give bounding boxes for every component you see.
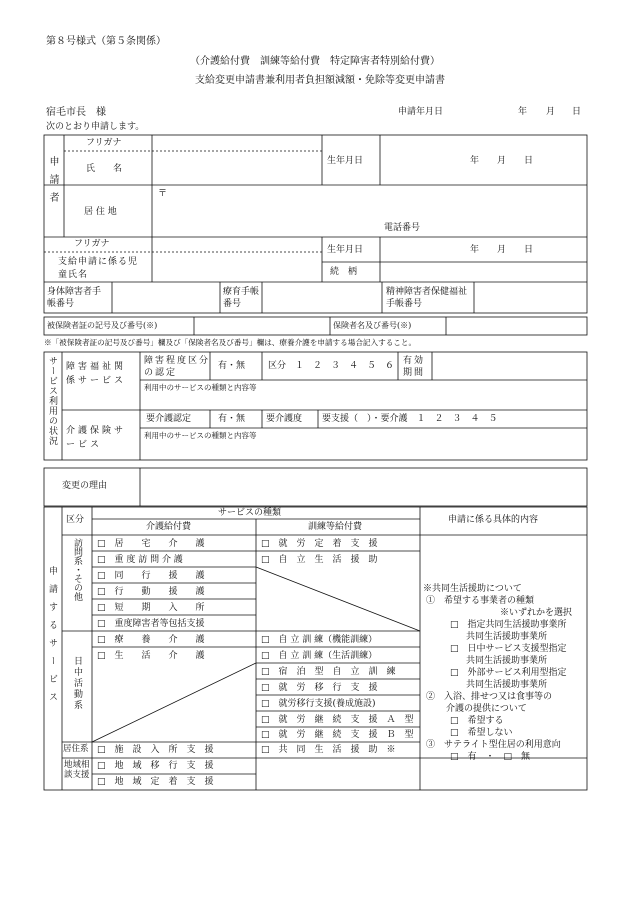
care-yes-no: 有・無 bbox=[218, 414, 246, 424]
day-category: 日中活動系 bbox=[72, 656, 82, 711]
child-birth-value: 年 月 日 bbox=[470, 245, 534, 255]
day-kunren-checkbox-item[interactable]: □ 就 労 継 続 支 援 Ａ 型 bbox=[261, 715, 414, 725]
care-insurance-label: 介護保険サービス bbox=[66, 426, 127, 450]
child-birth-label: 生年月日 bbox=[327, 245, 364, 255]
group-home-option[interactable]: □ 外部サービス利用型指定 bbox=[450, 668, 567, 678]
group-home-note: ② 入浴、排せつ又は食事等の bbox=[426, 692, 553, 702]
form-title: 支給変更申請書兼利用者負担額減額・免除等変更申請書 bbox=[195, 75, 445, 86]
visit-checkbox-item[interactable]: □ 短 期 入 所 bbox=[97, 603, 205, 613]
support-level-values: 要支援（ ）・要介護 １ ２ ３ ４ ５ bbox=[322, 414, 498, 424]
valid-period-label: 有効期間 bbox=[403, 356, 426, 378]
day-kunren-checkbox-item[interactable]: □ 自 立 訓 練（生活訓練） bbox=[261, 651, 378, 661]
child-name-label: 支給申請に係る児童氏名 bbox=[58, 257, 139, 280]
group-home-note: 介護の提供について bbox=[446, 704, 527, 714]
visit-checkbox-item[interactable]: □ 居 宅 介 護 bbox=[97, 539, 205, 549]
kubun-header: 区分 bbox=[66, 515, 85, 525]
child-relation-label: 続 柄 bbox=[330, 267, 358, 277]
group-home-note: ※いずれかを選択 bbox=[500, 608, 573, 618]
day-kunren-checkbox-item[interactable]: □ 就 労 継 続 支 援 Ｂ 型 bbox=[261, 730, 414, 740]
day-kunren-checkbox-item[interactable]: □ 就労移行支援(養成施設) bbox=[261, 699, 376, 709]
date-day: 日 bbox=[572, 107, 582, 117]
mental-card-label: 精神障害者保健福祉手帳番号 bbox=[386, 287, 468, 309]
visit-kunren-checkbox-item[interactable]: □ 自 立 生 活 援 助 bbox=[261, 555, 378, 565]
community-category: 地域相談支援 bbox=[64, 760, 90, 780]
date-year: 年 bbox=[518, 107, 528, 117]
welfare-service-label: 障害福祉関係サービス bbox=[66, 362, 127, 386]
applicant-name-label: 氏 名 bbox=[86, 164, 123, 174]
child-furigana-label: フリガナ bbox=[74, 239, 110, 249]
group-home-option[interactable]: □ 希望する bbox=[450, 716, 504, 726]
day-kunren-checkbox-item[interactable]: □ 宿 泊 型 自 立 訓 練 bbox=[261, 667, 396, 677]
applicant-birth-value: 年 月 日 bbox=[470, 156, 534, 166]
care-level-label: 要介護度 bbox=[266, 414, 303, 424]
applicant-section-label: 申請者 bbox=[47, 156, 58, 210]
postal-mark: 〒 bbox=[158, 189, 168, 199]
insurance-note: ※「被保険者証の記号及び番号」欄及び「保険者名及び番号」欄は、療養介護を申請する場合記入すること。 bbox=[44, 338, 417, 347]
change-reason-label: 変更の理由 bbox=[62, 481, 108, 491]
visit-kunren-checkbox-item[interactable]: □ 就 労 定 着 支 援 bbox=[261, 539, 378, 549]
form-subtitle: （介護給付費 訓練等給付費 特定障害者特別給付費） bbox=[190, 56, 440, 67]
home-checkbox-item[interactable]: □ 施 設 入 所 支 援 bbox=[97, 745, 214, 755]
form-number: 第８号様式（第５条関係） bbox=[46, 36, 166, 47]
disability-level-label: 障害程度区分の認定 bbox=[144, 356, 211, 378]
insurance-number-label: 被保険者証の記号及び番号(※) bbox=[47, 321, 158, 330]
home-category: 居住系 bbox=[63, 744, 89, 754]
visit-checkbox-item[interactable]: □ 同 行 援 護 bbox=[97, 571, 205, 581]
visit-category: 訪問系・その他 bbox=[72, 538, 82, 601]
group-home-note: 共同生活援助事業所 bbox=[466, 632, 548, 642]
group-home-option[interactable]: □ 希望しない bbox=[450, 728, 513, 738]
applicant-birth-label: 生年月日 bbox=[327, 156, 364, 166]
ryoiku-card-label: 療育手帳番号 bbox=[223, 287, 260, 309]
date-month: 月 bbox=[546, 107, 556, 117]
applicant-furigana-label: フリガナ bbox=[86, 138, 122, 148]
kunren-header: 訓練等給付費 bbox=[308, 522, 363, 532]
disability-yes-no: 有・無 bbox=[218, 361, 246, 371]
visit-checkbox-item[interactable]: □ 行 動 援 護 bbox=[97, 587, 205, 597]
physical-card-label: 身体障害者手帳番号 bbox=[47, 287, 102, 309]
group-home-option[interactable]: □ 指定共同生活援助事業所 bbox=[450, 620, 567, 630]
date-label: 申請年月日 bbox=[398, 107, 444, 117]
applicant-address-label: 居 住 地 bbox=[84, 207, 117, 217]
services-section-label: 申請するサービス bbox=[47, 566, 57, 710]
community-checkbox-item[interactable]: □ 地 域 移 行 支 援 bbox=[97, 761, 214, 771]
status-section-label: サービス利用の状況 bbox=[47, 356, 57, 446]
group-home-option[interactable]: □ 有 ・ □ 無 bbox=[450, 752, 531, 762]
group-home-note: 共同生活援助事業所 bbox=[466, 680, 548, 690]
group-home-note: 共同生活援助事業所 bbox=[466, 656, 548, 666]
day-checkbox-item[interactable]: □ 生 活 介 護 bbox=[97, 651, 205, 661]
phone-label: 電話番号 bbox=[384, 223, 421, 233]
addressee: 宿毛市長 様 bbox=[46, 107, 106, 118]
visit-checkbox-item[interactable]: □ 重度障害者等包括支援 bbox=[97, 619, 205, 629]
care-cert-label: 要介護認定 bbox=[146, 414, 192, 424]
group-home-note: ③ サテライト型住居の利用意向 bbox=[426, 740, 561, 750]
disability-class: 区分 １ ２ ３ ４ ５ ６ bbox=[268, 361, 395, 371]
care-usage-label: 利用中のサービスの種類と内容等 bbox=[144, 431, 257, 440]
group-home-option[interactable]: □ 日中サービス支援型指定 bbox=[450, 644, 567, 654]
day-checkbox-item[interactable]: □ 療 養 介 護 bbox=[97, 635, 205, 645]
visit-checkbox-item[interactable]: □ 重 度 訪 問 介 護 bbox=[97, 555, 183, 565]
kaigo-header: 介護給付費 bbox=[146, 522, 192, 532]
day-kunren-checkbox-item[interactable]: □ 就 労 移 行 支 援 bbox=[261, 683, 378, 693]
service-kinds-header: サービスの種類 bbox=[218, 508, 282, 518]
community-checkbox-item[interactable]: □ 地 域 定 着 支 援 bbox=[97, 777, 214, 787]
welfare-usage-label: 利用中のサービスの種類と内容等 bbox=[144, 383, 257, 392]
insurer-label: 保険者名及び番号(※) bbox=[333, 321, 412, 330]
home-kunren-checkbox-item[interactable]: □ 共 同 生 活 援 助 ※ bbox=[261, 745, 396, 755]
specific-content-header: 申請に係る具体的内容 bbox=[448, 515, 539, 525]
group-home-note: ※共同生活援助について bbox=[423, 584, 522, 594]
intro-text: 次のとおり申請します。 bbox=[46, 122, 145, 132]
day-kunren-checkbox-item[interactable]: □ 自 立 訓 練（機能訓練） bbox=[261, 635, 378, 645]
group-home-note: ① 希望する事業者の種類 bbox=[426, 596, 535, 606]
